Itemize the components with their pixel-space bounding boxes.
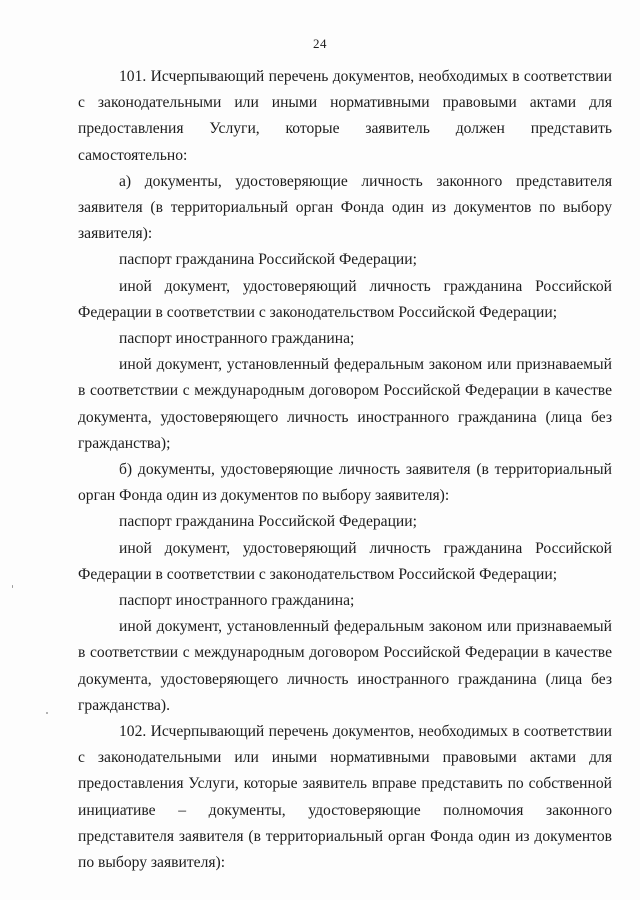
paragraph-101-intro: 101. Исчерпывающий перечень документов, необходимых в соответствии с законодательными или иными нормативными правовыми актами для предоставления Услуги, которые заявитель должен представить самостоятельно:	[78, 68, 612, 164]
paragraph-102-intro: 102. Исчерпывающий перечень документов, необходимых в соответствии с законодательными или иными нормативными правовыми актами для предоставления Услуги, которые заявитель вправе представить по собственной инициативе – документы, удостоверяющие полномочия законного представителя заявителя (в территориальный орган Фонда один из документов по выбору заявителя):	[78, 723, 612, 872]
paragraph-a-representative-docs: а) документы, удостоверяющие личность законного представителя заявителя (в территориальный орган Фонда один из документов по выбору заявителя):	[78, 172, 612, 243]
list-item-foreign-passport: паспорт иностранного гражданина;	[119, 592, 355, 610]
list-item-other-russian-id: иной документ, удостоверяющий личность гражданина Российской Федерации в соответствии с законодательством Российской Федерации;	[78, 539, 612, 583]
list-item-foreign-passport: паспорт иностранного гражданина;	[119, 330, 355, 348]
list-item-other-foreign-id: иной документ, установленный федеральным законом или признаваемый в соответствии с международным договором Российской Федерации в качестве документа, удостоверяющего личность иностранного гражданина (лица без гражданства);	[78, 356, 612, 452]
list-item-other-foreign-id: иной документ, установленный федеральным законом или признаваемый в соответствии с международным договором Российской Федерации в качестве документа, удостоверяющего личность иностранного гражданина (лица без гражданства).	[78, 618, 612, 714]
page-number: 24	[313, 36, 327, 51]
list-item-other-russian-id: иной документ, удостоверяющий личность гражданина Российской Федерации в соответствии с законодательством Российской Федерации;	[78, 277, 612, 321]
scan-speck	[12, 585, 13, 588]
list-item-russian-passport: паспорт гражданина Российской Федерации;	[119, 513, 417, 531]
scan-speck	[46, 712, 48, 714]
paragraph-b-applicant-docs: б) документы, удостоверяющие личность заявителя (в территориальный орган Фонда один из документов по выбору заявителя):	[78, 461, 612, 505]
list-item-russian-passport: паспорт гражданина Российской Федерации;	[119, 251, 417, 269]
document-body	[78, 64, 612, 876]
